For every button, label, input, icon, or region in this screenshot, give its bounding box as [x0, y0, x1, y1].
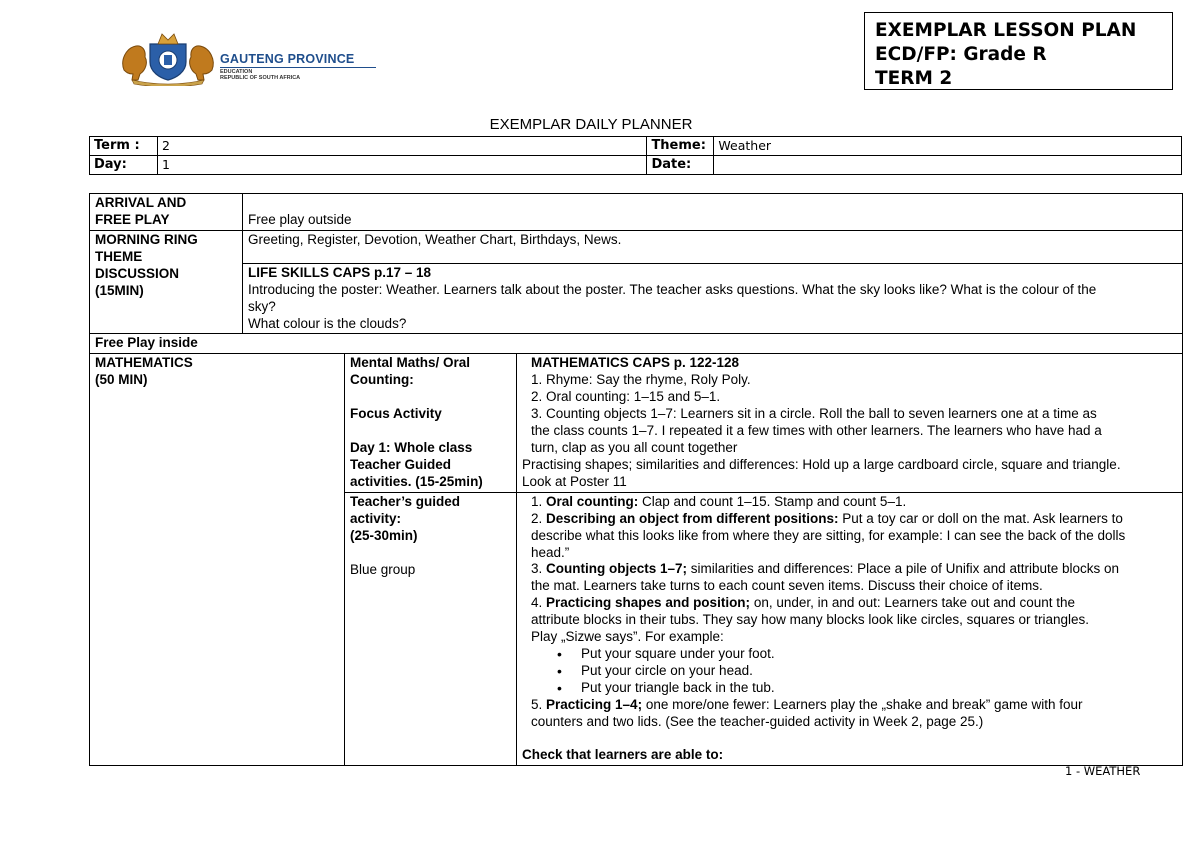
mathematics-content-2 — [517, 492, 1183, 766]
morning-ring-row-2 — [90, 263, 1183, 334]
morning-ring-row-1 — [90, 230, 1183, 263]
morning-ring-greeting: Greeting, Register, Devotion, Weather Chart, Birthdays, News. — [243, 230, 1183, 263]
free-play-inside: Free Play inside — [90, 334, 1183, 354]
mental-maths-line-2: Counting: — [350, 372, 414, 388]
header-row-term — [90, 137, 1182, 156]
page-footer: 1 - WEATHER — [1065, 764, 1141, 778]
theme-value: Weather — [714, 137, 1182, 156]
list-item: • Put your square under your foot. — [581, 646, 1177, 663]
free-play-inside-row — [90, 334, 1183, 354]
mathematics-content-1 — [517, 354, 1183, 492]
math-item-1: 1. Rhyme: Say the rhyme, Roly Poly. — [531, 372, 751, 388]
arrival-label-line-1: ARRIVAL AND — [95, 195, 187, 210]
mathematics-row-1 — [90, 354, 1183, 492]
list-item: • Put your circle on your head. — [581, 663, 1177, 680]
practising-shapes-2: Look at Poster 11 — [522, 473, 627, 489]
arrival-label — [90, 194, 243, 231]
discussion-text-2: sky? — [248, 298, 276, 314]
title-line-3: TERM 2 — [875, 68, 953, 89]
spacer — [531, 730, 1177, 747]
gauteng-logo — [118, 30, 388, 86]
guided-line-2: activity: — [350, 510, 402, 526]
guided-item-2b: describe what this looks like from where they are sitting, for example: I can see the back of the dolls — [531, 527, 1126, 543]
math-item-3b: the class counts 1–7. I repeated it a few times with other learners. The learners who have had a — [531, 422, 1102, 438]
mathematics-caps: MATHEMATICS CAPS p. 122-128 — [531, 355, 740, 371]
logo-divider — [220, 67, 376, 68]
spacer — [350, 389, 511, 406]
lesson-plan-title-box — [864, 12, 1173, 90]
life-skills-caps: LIFE SKILLS CAPS p.17 – 18 — [248, 264, 432, 280]
guided-item-4c: Play „Sizwe says”. For example: — [531, 629, 724, 645]
mathematics-label — [90, 354, 345, 766]
planner-title: EXEMPLAR DAILY PLANNER — [489, 116, 693, 133]
mental-maths-line-1: Mental Maths/ Oral — [350, 355, 471, 371]
morning-ring-discussion — [243, 263, 1183, 334]
guided-item-3b: the mat. Learners take turns to each count seven items. Discuss their choice of items. — [531, 578, 1043, 594]
guided-item-1: 1. Oral counting: Clap and count 1–15. Stamp and count 5–1. — [531, 493, 907, 509]
discussion-text-3: What colour is the clouds? — [248, 315, 407, 331]
logo-name: GAUTENG PROVINCE — [220, 52, 355, 66]
guided-item-4: 4. Practicing shapes and position; on, under, in and out: Learners take out and count the — [531, 595, 1076, 611]
guided-item-5b: counters and two lids. (See the teacher-guided activity in Week 2, page 25.) — [531, 713, 984, 729]
header-table — [89, 136, 1182, 175]
discussion-text-1: Introducing the poster: Weather. Learners talk about the poster. The teacher asks questions. What the sky looks like? What is the colour of the — [248, 281, 1097, 297]
mathematics-label-line-1: MATHEMATICS — [95, 355, 193, 371]
mathematics-label-line-2: (50 MIN) — [95, 372, 148, 388]
arrival-label-line-2: FREE PLAY — [95, 211, 170, 227]
logo-subtitle-2: REPUBLIC OF SOUTH AFRICA — [220, 75, 301, 81]
morning-ring-label — [90, 230, 243, 334]
day-label: Day: — [90, 156, 158, 175]
header-row-day — [90, 156, 1182, 175]
mental-maths-cell — [345, 354, 517, 492]
date-label: Date: — [647, 156, 714, 175]
spacer — [350, 545, 511, 562]
guided-activity-cell — [345, 492, 517, 766]
title-line-1: EXEMPLAR LESSON PLAN — [875, 20, 1137, 41]
spacer — [350, 423, 511, 440]
coat-of-arms-icon — [118, 30, 218, 86]
theme-label: Theme: — [647, 137, 714, 156]
day-value: 1 — [157, 156, 646, 175]
guided-item-5: 5. Practicing 1–4; one more/one fewer: Learners play the „shake and break” game with four — [531, 696, 1083, 712]
morning-ring-label-line-2: THEME — [95, 248, 143, 264]
activities-duration: activities. (15-25min) — [350, 473, 483, 489]
practising-shapes-1: Practising shapes; similarities and differences: Hold up a large cardboard circle, square and triangle. — [522, 456, 1121, 472]
blue-group: Blue group — [350, 561, 416, 577]
term-label: Term : — [90, 137, 158, 156]
guided-item-3: 3. Counting objects 1–7; similarities and differences: Place a pile of Unifix and attribute blocks on — [531, 561, 1120, 577]
day-1-whole-class: Day 1: Whole class — [350, 440, 473, 456]
guided-item-2: 2. Describing an object from different positions: Put a toy car or doll on the mat. Ask learners to — [531, 510, 1123, 526]
date-value — [714, 156, 1182, 175]
sizwe-says-list — [531, 646, 1177, 697]
term-value: 2 — [157, 137, 646, 156]
guided-duration: (25-30min) — [350, 527, 418, 543]
guided-item-4b: attribute blocks in their tubs. They say how many blocks look like circles, squares or triangles. — [531, 612, 1089, 628]
math-item-2: 2. Oral counting: 1–15 and 5–1. — [531, 389, 721, 405]
check-learners: Check that learners are able to: — [522, 747, 724, 763]
list-item: • Put your triangle back in the tub. — [581, 680, 1177, 697]
morning-ring-label-line-4: (15MIN) — [95, 282, 144, 298]
logo-subtitle-1: EDUCATION — [220, 69, 253, 75]
morning-ring-label-line-1: MORNING RING — [95, 231, 198, 247]
arrival-row — [90, 194, 1183, 231]
math-item-3a: 3. Counting objects 1–7: Learners sit in a circle. Roll the ball to seven learners one at a time as — [531, 406, 1097, 422]
teacher-guided: Teacher Guided — [350, 456, 452, 472]
arrival-content: Free play outside — [243, 194, 1183, 231]
title-line-2: ECD/FP: Grade R — [875, 44, 1047, 65]
morning-ring-label-line-3: DISCUSSION — [95, 265, 180, 281]
focus-activity: Focus Activity — [350, 406, 442, 422]
daily-planner-table — [89, 193, 1183, 766]
math-item-3c: turn, clap as you all count together — [531, 439, 738, 455]
guided-item-2c: head.” — [531, 544, 570, 560]
guided-line-1: Teacher’s guided — [350, 493, 461, 509]
